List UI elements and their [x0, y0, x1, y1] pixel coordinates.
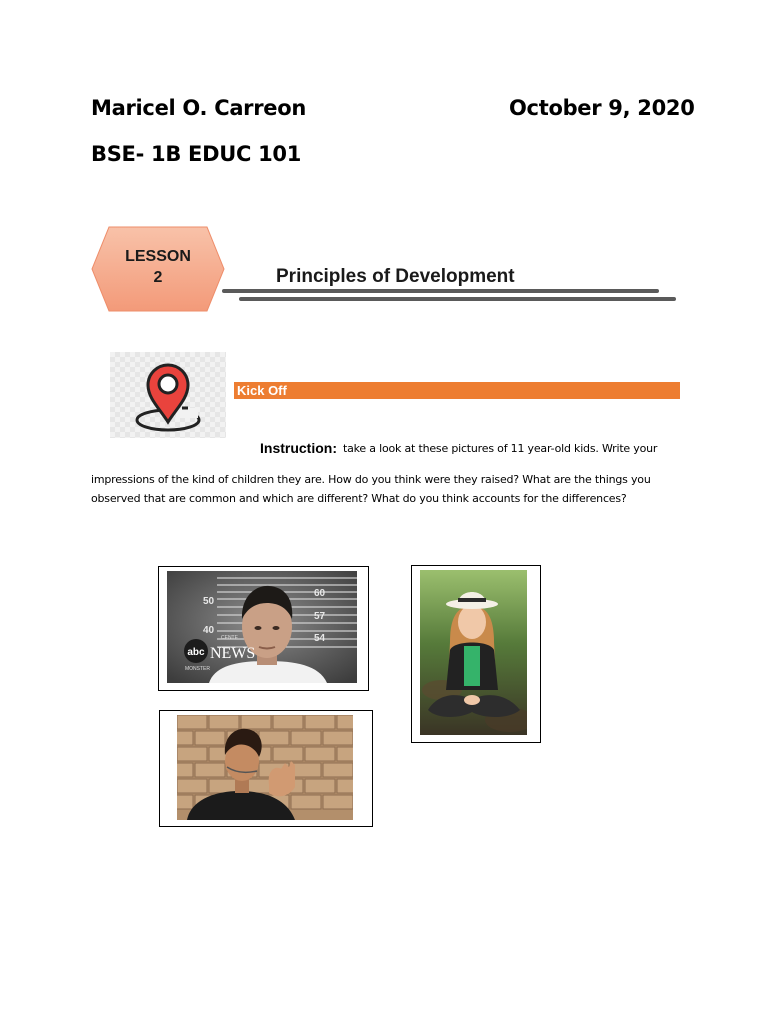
submission-date: October 9, 2020 [509, 96, 695, 120]
kickoff-bar [234, 382, 680, 399]
course-code: BSE- 1B EDUC 101 [91, 142, 302, 166]
news-logo-text: NEWS [210, 645, 256, 662]
kickoff-label: Kick Off [237, 383, 287, 398]
ruler-label-50: 50 [203, 596, 215, 607]
ruler-label-57: 57 [314, 611, 326, 622]
speaker-photo [177, 715, 353, 820]
instruction-first-line: take a look at these pictures of 11 year-old kids. Write your [343, 442, 658, 455]
lesson-title: Principles of Development [276, 266, 515, 287]
ruler-small-text: CENTE [221, 635, 238, 641]
student-name: Maricel O. Carreon [91, 96, 307, 120]
title-underline-bottom [239, 297, 676, 301]
girl-photo [420, 570, 527, 735]
ruler-label-40: 40 [203, 625, 215, 636]
ruler-label-54: 54 [314, 633, 326, 644]
lesson-number: 2 [153, 269, 163, 286]
instruction-label: Instruction: [260, 440, 337, 456]
instruction-body: impressions of the kind of children they are. How do you think were they raised? What are the things you observed that are common and which are different? What do you think accounts for the differences? [91, 473, 651, 505]
kickoff-icon-box [110, 352, 226, 438]
mugshot-photo [167, 571, 357, 683]
ruler-label-60: 60 [314, 588, 326, 599]
monster-text: MONSTER [185, 666, 210, 672]
abc-logo-text: abc [187, 647, 205, 658]
lesson-label: LESSON [125, 248, 191, 265]
lesson-badge-text [91, 246, 225, 288]
location-pin-icon [110, 352, 226, 438]
title-underline-top [222, 289, 659, 293]
